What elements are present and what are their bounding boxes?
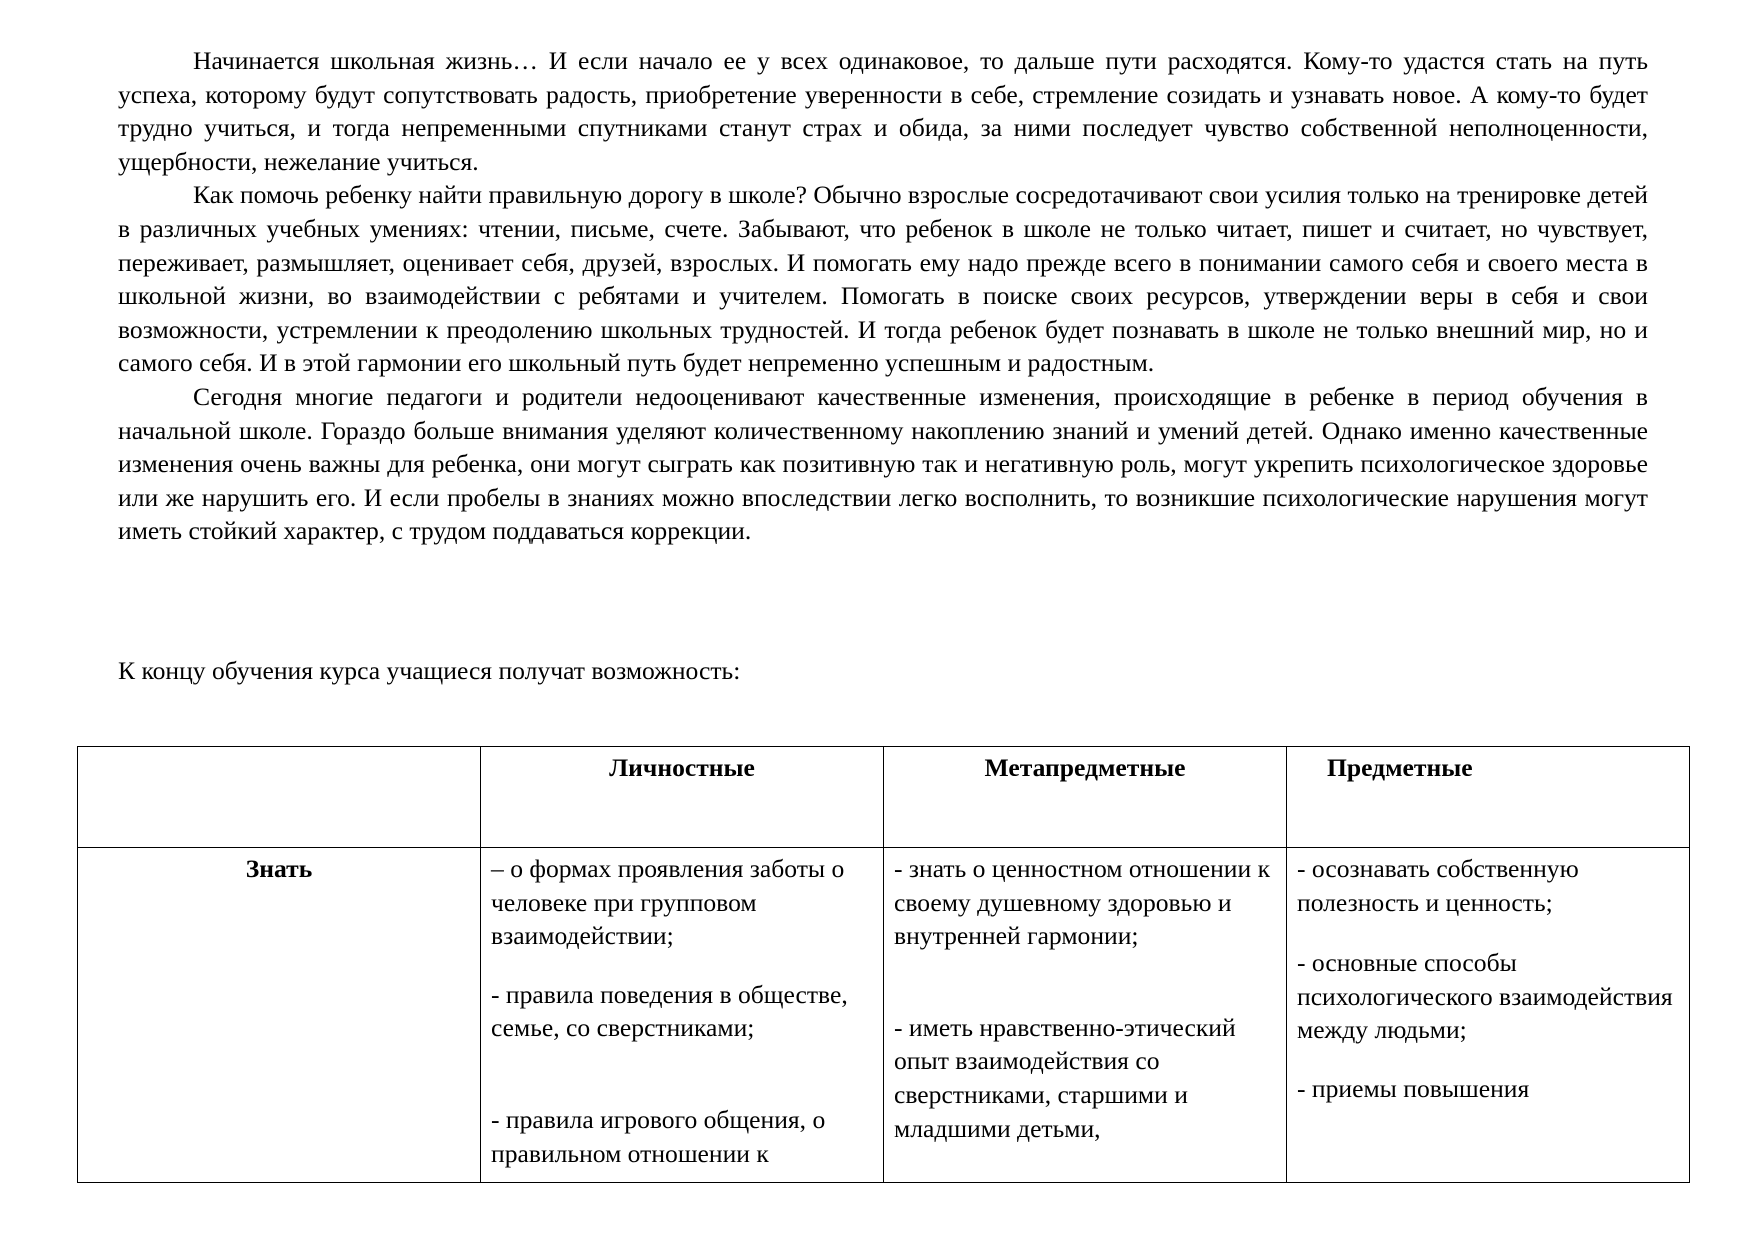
paragraph: Сегодня многие педагоги и родители недооценивают качественные изменения, происходящие в ребенке в период обучения в начальной школе. Гораздо больше внимания уделяют количественному накоплению знаний и умений детей. Однако именно качественные изменения очень важны для ребенка, они могут сыграть как позитивную так и негативную роль, могут укрепить психологическое здоровье или же нарушить его. И если пробелы в знаниях можно впоследствии легко восполнить, то возникшие психологические нарушения могут иметь стойкий характер, с трудом поддаваться коррекции. <box>118 381 1648 546</box>
cell-personal <box>481 848 884 1183</box>
list-item: - основные способы психологического взаимодействия между людьми; <box>1297 948 1673 1045</box>
list-item: - знать о ценностном отношении к своему душевному здоровью и внутренней гармонии; <box>894 854 1271 951</box>
header-personal: Личностные <box>481 747 884 848</box>
row-label: Знать <box>78 848 481 1183</box>
list-item: - правила игрового общения, о правильном отношении к <box>491 1104 826 1168</box>
cell-subject <box>1287 848 1690 1183</box>
list-item: - иметь нравственно-этический опыт взаимодействия со сверстниками, старшими и младшими детьми, <box>894 1012 1236 1143</box>
body-text <box>118 44 1648 548</box>
outcomes-table <box>77 746 1690 1183</box>
cell-meta <box>884 848 1287 1183</box>
paragraph: Начинается школьная жизнь… И если начало ее у всех одинаковое, то дальше пути расходятся. Кому-то удастся стать на путь успеха, которому будут сопутствовать радость, приобретение уверенности в себе, стремление созидать и узнавать новое. А кому-то будет трудно учиться, и тогда непременными спутниками станут страх и обида, за ними последует чувство собственной неполноценности, ущербности, нежелание учиться. <box>118 46 1648 176</box>
header-subject: Предметные <box>1287 747 1690 848</box>
list-item: - осознавать собственную полезность и ценность; <box>1297 854 1579 917</box>
list-item: - приемы повышения <box>1297 1073 1530 1103</box>
header-meta: Метапредметные <box>884 747 1287 848</box>
header-empty <box>78 747 481 848</box>
list-item: – о формах проявления заботы о человеке при групповом взаимодействии; <box>491 854 845 951</box>
paragraph: Как помочь ребенку найти правильную дорогу в школе? Обычно взрослые сосредотачивают свои усилия только на тренировке детей в различных учебных умениях: чтении, письме, счете. Забывают, что ребенок в школе не только читает, пишет и считает, но чувствует, переживает, размышляет, оценивает себя, друзей, взрослых. И помогать ему надо прежде всего в понимании самого себя и своего места в школьной жизни, во взаимодействии с ребятами и учителем. Помогать в поиске своих ресурсов, утверждении веры в себя и свои возможности, устремлении к преодолению школьных трудностей. И тогда ребенок будет познавать в школе не только внешний мир, но и самого себя. И в этой гармонии его школьный путь будет непременно успешным и радостным. <box>118 180 1648 378</box>
table-intro: К концу обучения курса учащиеся получат возможность: <box>118 656 741 685</box>
table-row <box>78 848 1690 1183</box>
table-header-row <box>78 747 1690 848</box>
list-item: - правила поведения в обществе, семье, со сверстниками; <box>491 979 848 1043</box>
